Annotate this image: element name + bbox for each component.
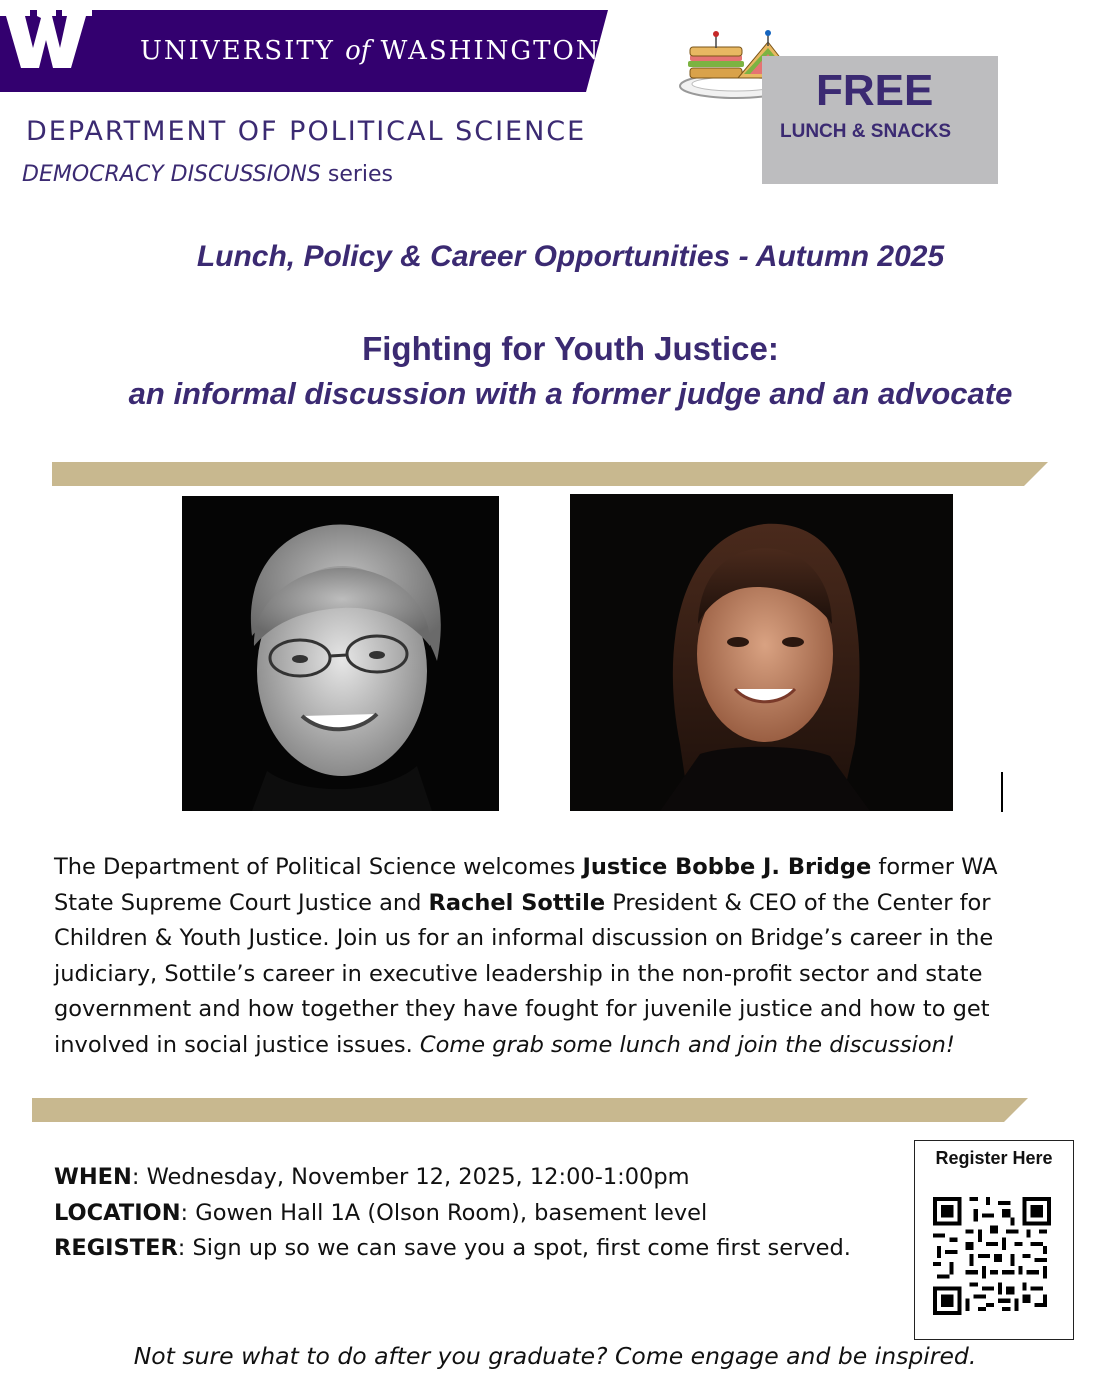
when-line: [54, 1160, 851, 1196]
event-subtitle: an informal discussion with a former judge and an advocate: [128, 376, 1013, 411]
description-text-2: former WA State Supreme Court Justice and: [54, 854, 998, 916]
description-closing: Come grab some lunch and join the discussion!: [419, 1031, 955, 1058]
event-title: Fighting for Youth Justice:: [362, 330, 779, 367]
location-label: LOCATION: [54, 1199, 181, 1226]
location-line: [54, 1196, 851, 1232]
department-name: DEPARTMENT OF POLITICAL SCIENCE: [26, 116, 587, 147]
speaker-2-name: Rachel Sottile: [428, 889, 606, 916]
event-description: [54, 850, 1044, 1063]
portrait-1-image: [182, 496, 499, 811]
register-label: REGISTER: [54, 1235, 178, 1261]
uw-w-logo-icon: [0, 10, 92, 68]
register-qr-box[interactable]: [914, 1140, 1074, 1340]
register-here-label: Register Here: [935, 1148, 1053, 1168]
program-heading: Lunch, Policy & Career Opportunities - Autumn 2025: [196, 240, 945, 273]
register-value: : Sign up so we can save you a spot, first come first served.: [177, 1235, 851, 1261]
description-text-1: The Department of Political Science welcomes: [54, 854, 583, 880]
when-label: WHEN: [54, 1164, 132, 1190]
footer-tagline: Not sure what to do after you graduate? Come engage and be inspired.: [133, 1342, 977, 1370]
gold-divider-bottom: [32, 1098, 1028, 1122]
text-cursor: [1001, 772, 1003, 812]
description-text-3: President & CEO of the Center for Children & Youth Justice. Join us for an informal discussion on Bridge’s career in the judiciary, Sottile’s career in executive leadership in the non-profit sector and state government and how together they have fought for juvenile justice and how to get involved in social justice issues.: [54, 889, 994, 1058]
event-details: [54, 1160, 851, 1267]
university-name-prefix: UNIVERSITY: [140, 36, 335, 66]
gold-divider-top: [52, 462, 1048, 486]
when-value: : Wednesday, November 12, 2025, 12:00-1:00pm: [131, 1164, 690, 1190]
university-name: [140, 36, 601, 66]
university-banner: [0, 10, 608, 92]
location-value: : Gowen Hall 1A (Olson Room), basement level: [180, 1199, 708, 1226]
university-name-suffix: WASHINGTON: [380, 36, 601, 66]
register-line: [54, 1231, 851, 1267]
lunch-snacks-label: LUNCH & SNACKS: [780, 121, 951, 142]
free-label: FREE: [816, 66, 934, 115]
photo-rachel-sottile: [570, 494, 953, 811]
qr-code-icon[interactable]: [933, 1197, 1051, 1315]
series-name: DEMOCRACY DISCUSSIONS: [22, 162, 321, 187]
speaker-1-name: Justice Bobbe J. Bridge: [582, 854, 872, 880]
series-suffix: series: [320, 162, 394, 187]
photo-bobbe-bridge: [182, 496, 499, 811]
university-name-of: of: [345, 36, 371, 66]
portrait-2-image: [570, 494, 953, 811]
series-line: [22, 162, 393, 187]
